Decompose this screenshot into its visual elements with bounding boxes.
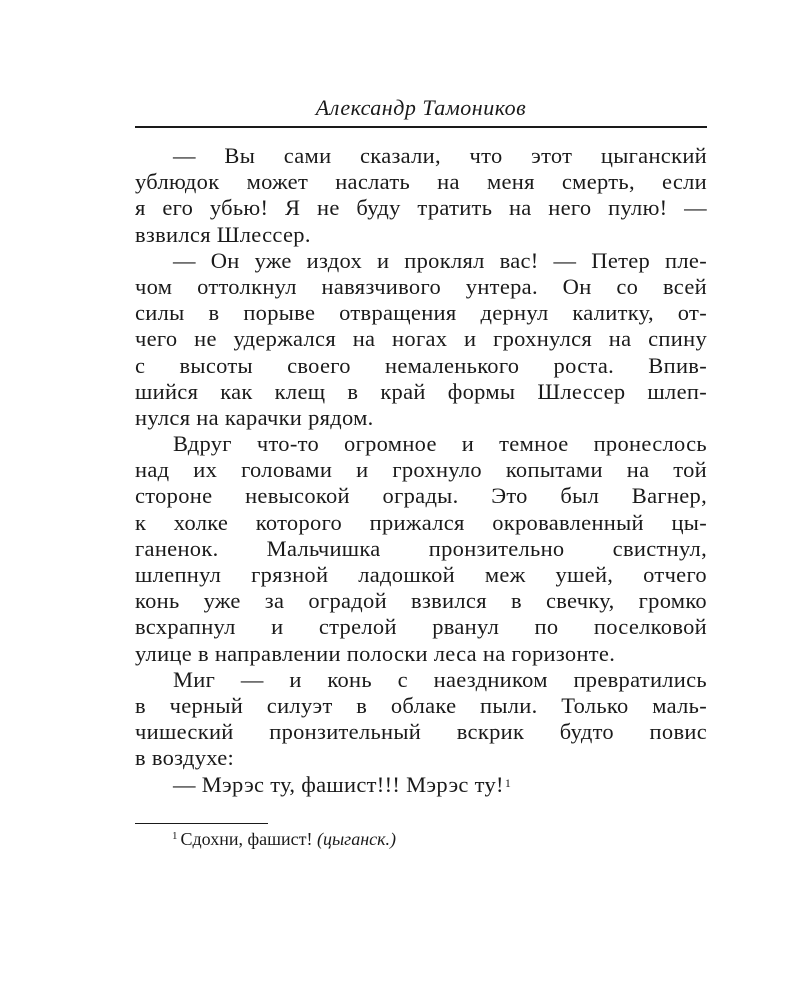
text-line: в воздухе: bbox=[135, 745, 235, 771]
text-line: шийся как клещ в край формы Шлессер шлеп- bbox=[135, 378, 707, 404]
text-line: улице в направлении полоски леса на горизонте. bbox=[135, 640, 616, 666]
running-head-author: Александр Тамоников bbox=[315, 95, 527, 120]
footnote-mark: 1 bbox=[172, 830, 178, 842]
text-line: над их головами и грохнуло копытами на той bbox=[135, 457, 707, 483]
text-line: конь уже за оградой взвился в свечку, громко bbox=[135, 588, 707, 614]
text-line: в черный силуэт в облаке пыли. Только маль- bbox=[135, 692, 707, 718]
text-line: стороне невысокой ограды. Это был Вагнер, bbox=[135, 483, 707, 509]
footnote-text: Сдохни, фашист! bbox=[180, 829, 313, 849]
footnote-reference[interactable]: 1 bbox=[504, 775, 512, 790]
header-rule bbox=[135, 126, 707, 128]
text-line: чом оттолкнул навязчивого унтера. Он со всей bbox=[135, 273, 707, 299]
text-line: к холке которого прижался окровавленный цы- bbox=[135, 509, 707, 535]
body-text bbox=[135, 143, 707, 798]
final-exclamation: — Мэрэс ту, фашист!!! Мэрэс ту! bbox=[173, 771, 504, 797]
text-line: взвился Шлессер. bbox=[135, 221, 311, 247]
text-line: ганенок. Мальчишка пронзительно свистнул, bbox=[135, 535, 707, 561]
footnote bbox=[172, 829, 396, 850]
text-line: — Вы сами сказали, что этот цыганский bbox=[173, 143, 707, 168]
text-line: ублюдок может наслать на меня смерть, если bbox=[135, 169, 707, 195]
text-line: всхрапнул и стрелой рванул по поселковой bbox=[135, 614, 707, 640]
text-line: чишеский пронзительный вскрик будто повис bbox=[135, 719, 707, 745]
text-line: нулся на карачки рядом. bbox=[135, 404, 374, 430]
text-line: силы в порыве отвращения дернул калитку, от- bbox=[135, 300, 707, 326]
footnote-rule bbox=[135, 823, 268, 824]
text-line: чего не удержался на ногах и грохнулся на спину bbox=[135, 326, 707, 352]
text-line: Миг — и конь с наездником превратились bbox=[173, 666, 707, 692]
footnote-language-note: (цыганск.) bbox=[316, 829, 397, 849]
text-line: с высоты своего немаленького роста. Впив- bbox=[135, 352, 707, 378]
text-line: шлепнул грязной ладошкой меж ушей, отчего bbox=[135, 562, 707, 587]
text-line: — Он уже издох и проклял вас! — Петер пле- bbox=[173, 247, 707, 273]
text-line: я его убью! Я не буду тратить на него пулю! — bbox=[135, 195, 707, 221]
text-line-with-footnote bbox=[135, 772, 707, 798]
text-line: Вдруг что-то огромное и темное пронеслось bbox=[173, 431, 707, 457]
